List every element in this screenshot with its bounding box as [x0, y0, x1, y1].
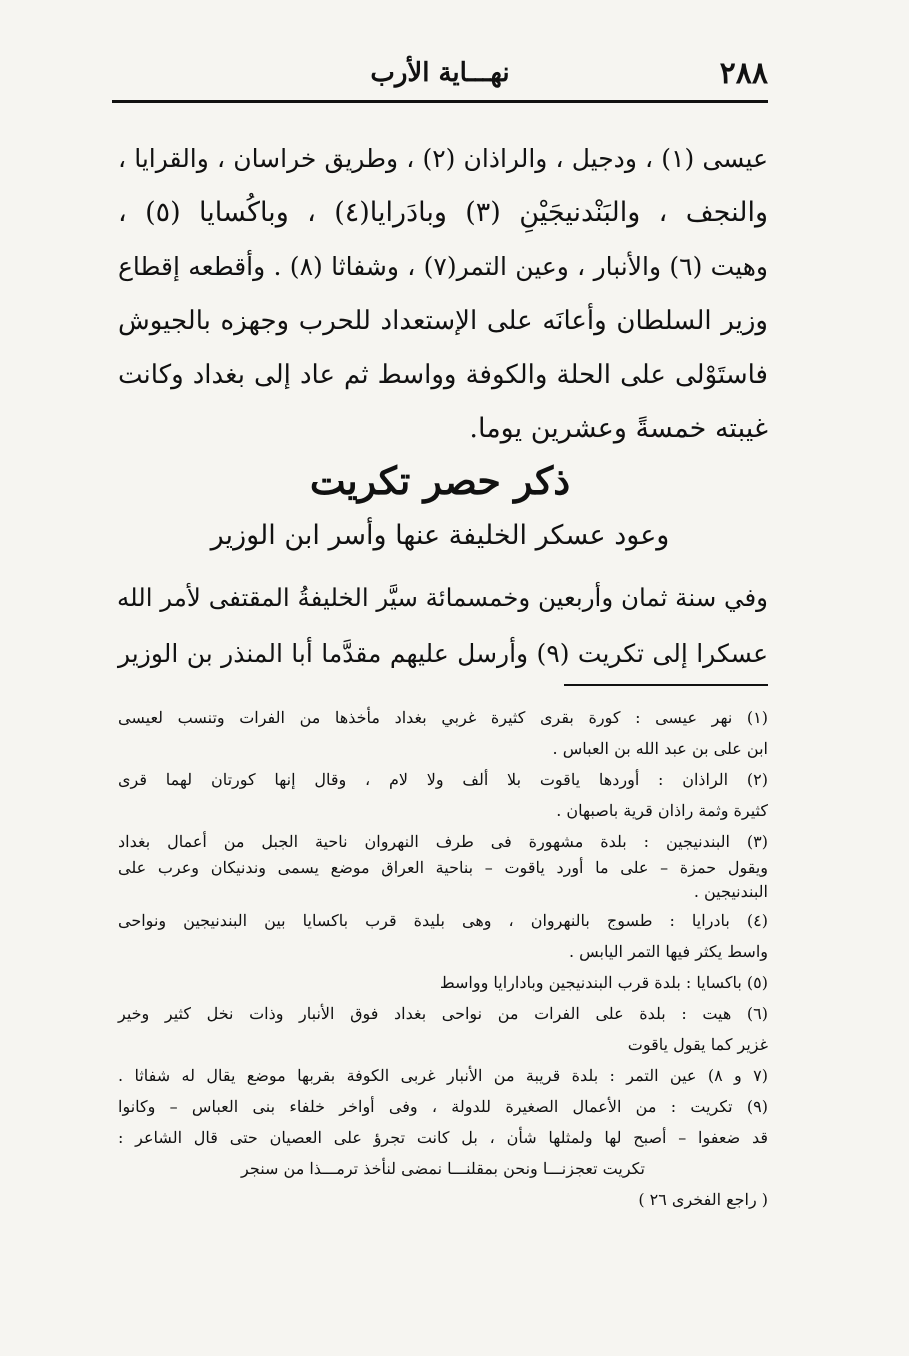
- footnote-line: (١) نهر عيسى : كورة بقرى كثيرة غربي بغداد مأخذها من الفرات وتنسب لعيسى: [118, 708, 768, 727]
- footnote-line: (٣) البندنيجين : بلدة مشهورة فى طرف النهروان ناحية الجبل من أعمال بغداد: [118, 832, 768, 851]
- footnote-line: (٥) باكسايا : بلدة قرب البندنيجين وبادارايا وواسط: [439, 973, 768, 992]
- footnote-line: (٤) بادرايا : طسوج بالنهروان ، وهى بليدة قرب باكسايا بين البندنيجين ونواحى: [118, 911, 768, 930]
- footnote-reference: ( راجع الفخرى ٢٦ ): [638, 1190, 768, 1209]
- main-text: [118, 132, 768, 456]
- section-heading: ذكر حصر تكريت: [309, 458, 571, 503]
- text-line: وهيت (٦) والأنبار ، وعين التمر(٧) ، وشفاثا (٨) . وأقطعه إقطاع: [118, 252, 769, 281]
- footnote-line: ابن على بن عبد الله بن العباس .: [552, 739, 768, 758]
- text-line: والنجف ، والبَنْدنيجَيْنِ (٣) وبادَرايا(٤) ، وباكُسايا (٥) ،: [118, 197, 768, 228]
- text-line: عيسى (١) ، ودجيل ، والراذان (٢) ، وطريق خراسان ، والقرايا ،: [118, 144, 768, 173]
- footnote-line: ويقول حمزة – على ما أورد ياقوت – بناحية العراق موضع يسمى وندنيكان وعرب على: [118, 858, 768, 877]
- text-line: وفي سنة ثمان وأربعين وخمسمائة سيَّر الخليفةُ المقتفى لأمر الله: [116, 583, 768, 612]
- section-subheading: وعود عسكر الخليفة عنها وأسر ابن الوزير: [210, 520, 670, 551]
- footnote-line: (٩) تكريت : من الأعمال الصغيرة للدولة ، وفى أواخر خلفاء بنى العباس – وكانوا: [118, 1097, 768, 1116]
- footnote-line: (٧ و ٨) عين التمر : بلدة قريبة من الأنبار غربى الكوفة بقربها موضع يقال له شفاثا .: [118, 1066, 768, 1085]
- page-number: ٢٨٨: [719, 56, 768, 91]
- text-line: عسكرا إلى تكريت (٩) وأرسل عليهم مقدَّما أبا المنذر بن الوزير: [118, 639, 768, 668]
- footnote-line: (٦) هيت : بلدة على الفرات من نواحى بغداد فوق الأنبار وذات نخل كثير وخير: [118, 1004, 768, 1023]
- section-text: [118, 570, 768, 682]
- text-line: وزير السلطان وأعانَه على الإستعداد للحرب وجهزه بالجيوش: [118, 306, 768, 336]
- running-title: نهـــاية الأرب: [370, 58, 510, 88]
- footnote-divider: [564, 684, 768, 686]
- page-header: [112, 52, 768, 103]
- footnote-line: البندنيجين .: [693, 882, 768, 901]
- footnote-line: (٢) الراذان : أوردها ياقوت بلا ألف ولا لام ، وقال إنها كورتان لهما قرى: [118, 770, 768, 789]
- footnote-line: قد ضعفوا – أصبح لها ولمثلها شأن ، بل كانت تجرؤ على العصيان حتى قال الشاعر :: [118, 1128, 768, 1147]
- text-line: فاستَوْلى على الحلة والكوفة وواسط ثم عاد إلى بغداد وكانت: [118, 360, 768, 390]
- text-line: غيبته خمسةً وعشرين يوما.: [469, 413, 768, 444]
- footnote-line: غزير كما يقول ياقوت: [627, 1035, 768, 1054]
- footnote-line: كثيرة وثمة راذان قرية باصبهان .: [556, 801, 768, 820]
- footnote-line: واسط يكثر فيها التمر اليابس .: [568, 942, 768, 961]
- footnotes: [118, 702, 768, 1215]
- footnote-verse: تكريت تعجزنـــا ونحن بمقلنـــا نمضى لنأخذ ترمـــذا من سنجر: [241, 1159, 645, 1178]
